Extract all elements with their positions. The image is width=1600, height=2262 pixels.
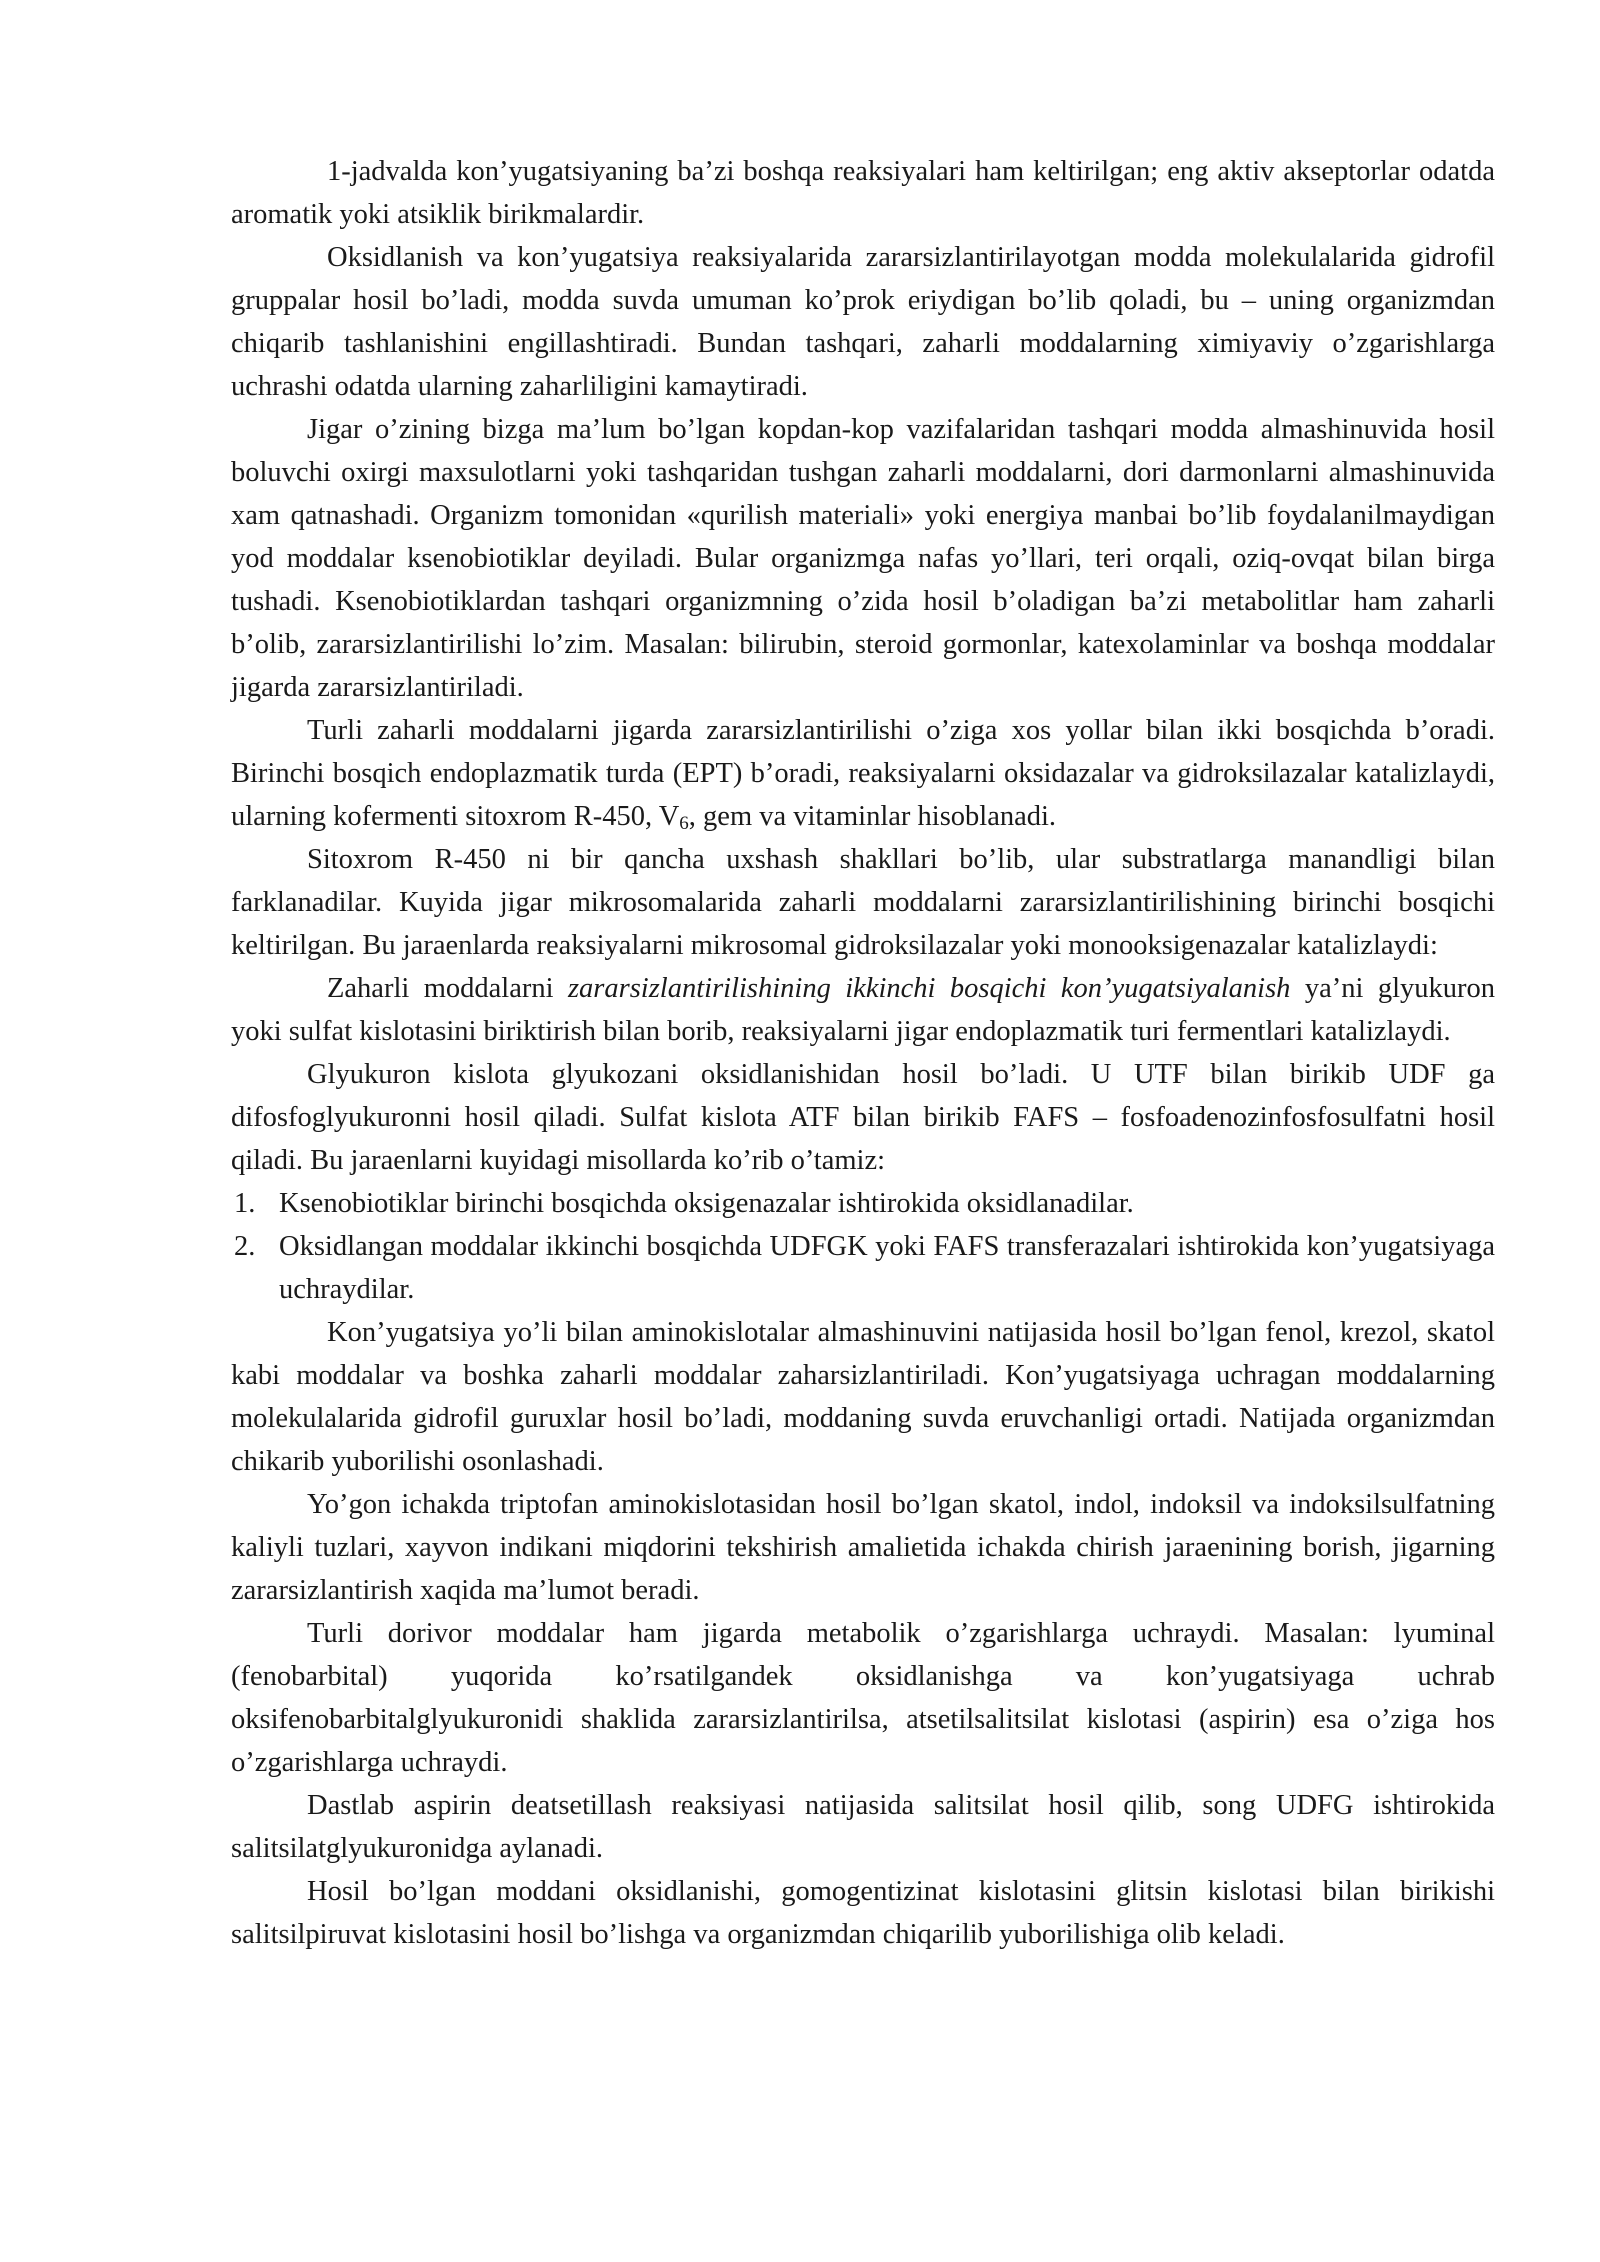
paragraph	[231, 967, 1495, 1053]
paragraph: Turli dorivor moddalar ham jigarda metabolik o’zgarishlarga uchraydi. Masalan: lyuminal (fenobarbital) yuqorida ko’rsatilgandek oksidlanishga va kon’yugatsiyaga uchrab oksifenobarbitalglyukuronidi shaklida zararsizlantirilsa, atsetilsalitsilat kislotasi (aspirin) esa o’ziga hos o’zgarishlarga uchraydi.	[231, 1618, 1495, 1778]
paragraph-text: , gem va vitaminlar hisoblanadi.	[688, 801, 1057, 832]
document-page	[231, 150, 1495, 1956]
list-number: 2.	[234, 1231, 256, 1262]
paragraph: Glyukuron kislota glyukozani oksidlanishidan hosil bo’ladi. U UTF bilan birikib UDF ga difosfoglyukuronni hosil qiladi. Sulfat kislota ATF bilan birikib FAFS – fosfoadenozinfosfosulfatni hosil qiladi. Bu jaraenlarni kuyidagi misollarda ko’rib o’tamiz:	[231, 1059, 1495, 1176]
list-item	[231, 1182, 1495, 1225]
subscript: 6	[679, 813, 689, 834]
list-item-text: Oksidlangan moddalar ikkinchi bosqichda UDFGK yoki FAFS transferazalari ishtirokida kon’yugatsiyaga uchraydilar.	[279, 1231, 1495, 1305]
paragraph-text: Turli zaharli moddalarni jigarda zararsizlantirilishi o’ziga xos yollar bilan ikki bosqichda b’oradi. Birinchi bosqich endoplazmatik turda (EPT) b’oradi, reaksiyalarni oksidazalar va gidroksilazalar katalizlaydi, ularning kofermenti sitoxrom R-450, V	[231, 715, 1495, 832]
paragraph: Jigar o’zining bizga ma’lum bo’lgan kopdan-kop vazifalaridan tashqari modda almashinuvida hosil boluvchi oxirgi maxsulotlarni yoki tashqaridan tushgan zaharli moddalarni, dori darmonlarni almashinuvida xam qatnashadi. Organizm tomonidan «qurilish materiali» yoki energiya manbai bo’lib foydalanilmaydigan yod moddalar ksenobiotiklar deyiladi. Bular organizmga nafas yo’llari, teri orqali, oziq-ovqat bilan birga tushadi. Ksenobiotiklardan tashqari organizmning o’zida hosil b’oladigan ba’zi metabolitlar ham zaharli b’olib, zararsizlantirilishi lo’zim. Masalan: bilirubin, steroid gormonlar, katexolaminlar va boshqa moddalar jigarda zararsizlantiriladi.	[231, 414, 1495, 703]
paragraph: Kon’yugatsiya yo’li bilan aminokislotalar almashinuvini natijasida hosil bo’lgan fenol, krezol, skatol kabi moddalar va boshka zaharli moddalar zaharsizlantiriladi. Kon’yugatsiyaga uchragan moddalarning molekulalarida gidrofil guruxlar hosil bo’ladi, moddaning suvda eruvchanligi ortadi. Natijada organizmdan chikarib yuborilishi osonlashadi.	[231, 1317, 1495, 1477]
paragraph	[231, 709, 1495, 838]
paragraph: 1-jadvalda kon’yugatsiyaning ba’zi boshqa reaksiyalari ham keltirilgan; eng aktiv akseptorlar odatda aromatik yoki atsiklik birikmalardir.	[231, 156, 1495, 230]
list-number: 1.	[234, 1188, 256, 1219]
paragraph: Sitoxrom R-450 ni bir qancha uxshash shakllari bo’lib, ular substratlarga manandligi bilan farklanadilar. Kuyida jigar mikrosomalarida zaharli moddalarni zararsizlantirilishining birinchi bosqichi keltirilgan. Bu jaraenlarda reaksiyalarni mikrosomal gidroksilazalar yoki monooksigenazalar katalizlaydi:	[231, 844, 1495, 961]
paragraph: Hosil bo’lgan moddani oksidlanishi, gomogentizinat kislotasini glitsin kislotasi bilan birikishi salitsilpiruvat kislotasini hosil bo’lishga va organizmdan chiqarilib yuborilishiga olib keladi.	[231, 1876, 1495, 1950]
list-item	[231, 1225, 1495, 1311]
paragraph: Yo’gon ichakda triptofan aminokislotasidan hosil bo’lgan skatol, indol, indoksil va indoksilsulfatning kaliyli tuzlari, xayvon indikani miqdorini tekshirish amalietida ichakda chirish jaraenining borish, jigarning zararsizlantirish xaqida ma’lumot beradi.	[231, 1489, 1495, 1606]
paragraph-text: ya’ni glyukuron yoki sulfat kislotasini biriktirish bilan borib, reaksiyalarni jigar endoplazmatik turi fermentlari katalizlaydi.	[231, 973, 1495, 1047]
italic-term: zararsizlantirilishining ikkinchi bosqichi kon’yugatsiyalanish	[567, 973, 1291, 1004]
paragraph: Dastlab aspirin deatsetillash reaksiyasi natijasida salitsilat hosil qilib, song UDFG ishtirokida salitsilatglyukuronidga aylanadi.	[231, 1790, 1495, 1864]
numbered-list	[231, 1182, 1495, 1311]
paragraph-text: Zaharli moddalarni	[327, 973, 568, 1004]
list-item-text: Ksenobiotiklar birinchi bosqichda oksigenazalar ishtirokida oksidlanadilar.	[279, 1188, 1134, 1219]
paragraph: Oksidlanish va kon’yugatsiya reaksiyalarida zararsizlantirilayotgan modda molekulalarida gidrofil gruppalar hosil bo’ladi, modda suvda umuman ko’prok eriydigan bo’lib qoladi, bu – uning organizmdan chiqarib tashlanishini engillashtiradi. Bundan tashqari, zaharli moddalarning ximiyaviy o’zgarishlarga uchrashi odatda ularning zaharliligini kamaytiradi.	[231, 242, 1495, 402]
